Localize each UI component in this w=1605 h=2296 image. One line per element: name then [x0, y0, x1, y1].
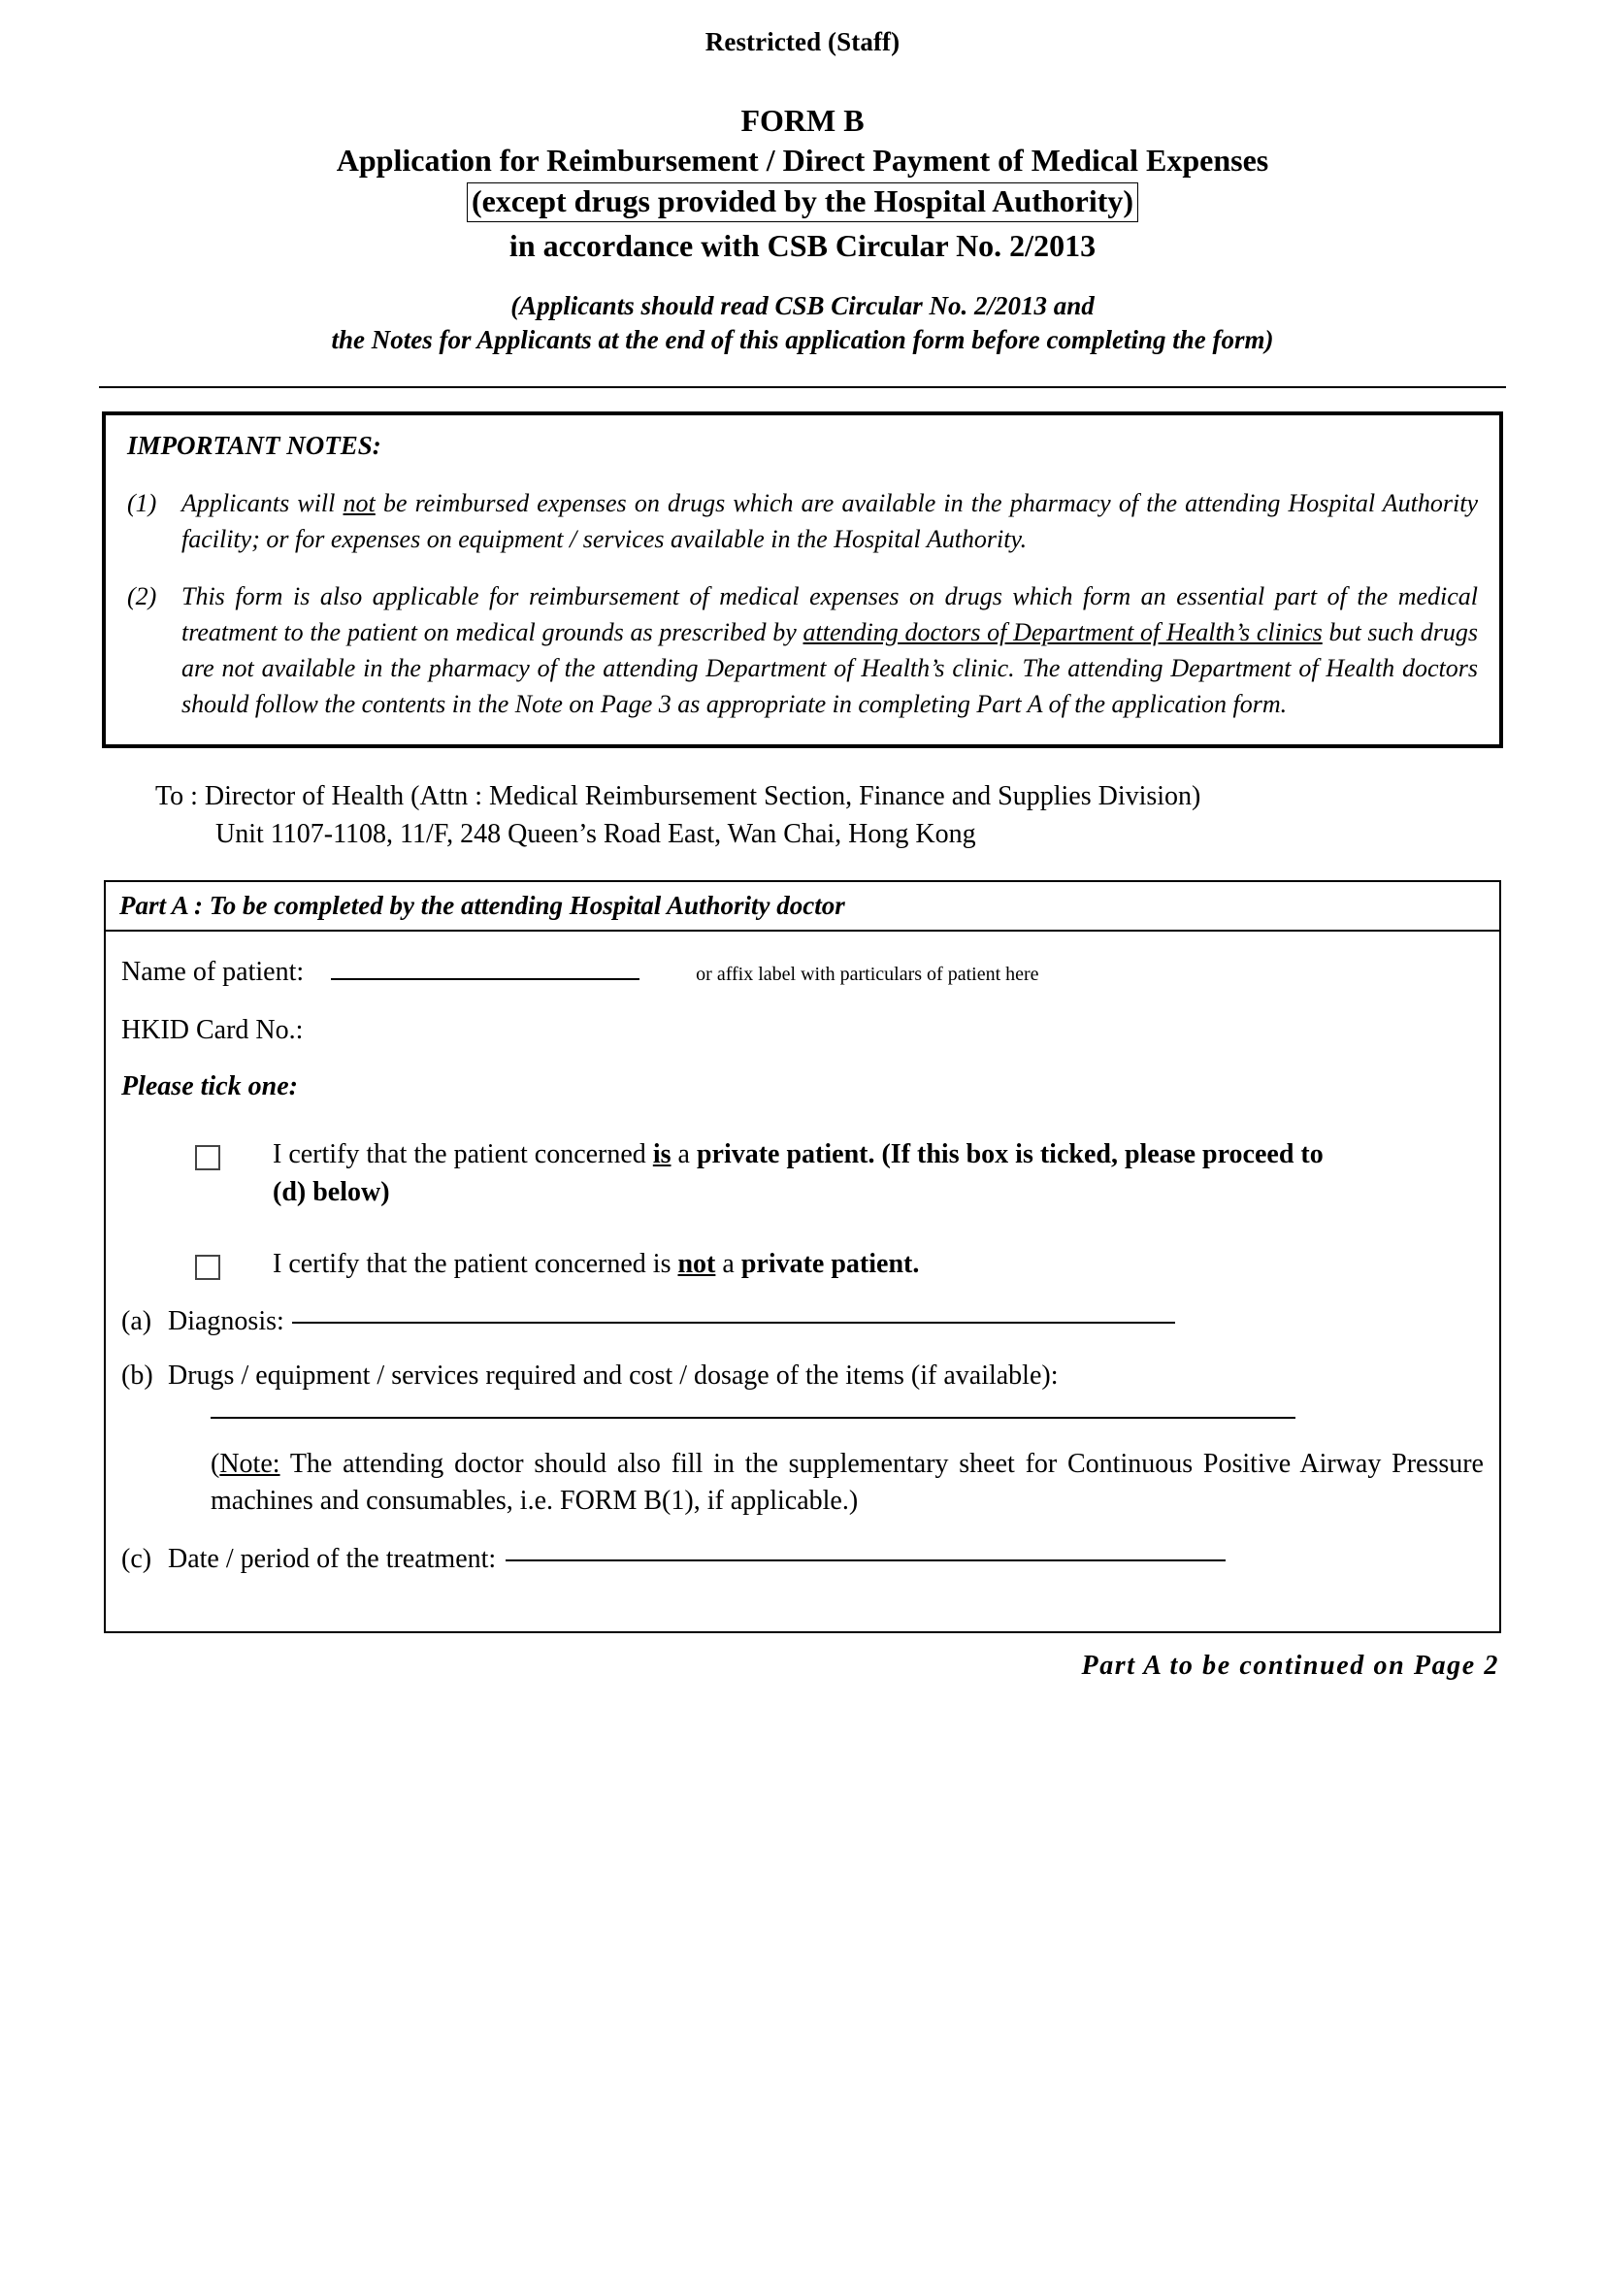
addressee-line-1: To : Director of Health (Attn : Medical Reimbursement Section, Finance and Supplies Division): [155, 780, 1201, 811]
item-diagnosis-text: Diagnosis:: [168, 1305, 284, 1336]
item-date-period-label: (c): [121, 1544, 152, 1575]
note-text-underlined: attending doctors of Department of Health’s clinics: [802, 618, 1323, 647]
patient-name-label: Name of patient:: [121, 957, 305, 988]
note-text-after: but such drugs are not available in the pharmacy of the attending Department of Health’s clinic. The attending Department of Health doctors should follow the contents in the Note on Page 3 as appropriate in completing Part A of the application form.: [181, 618, 1478, 718]
item-drugs: [121, 1361, 1484, 1521]
addressee-block: [155, 777, 1605, 853]
cpap-note-underlined: Note:: [219, 1448, 280, 1479]
cpap-note-text: The attending doctor should also fill in the supplementary sheet for Continuous Positive Airway Pressure machines and consumables, i.e. FORM B(1), if applicable.): [211, 1448, 1484, 1517]
cb1-bold-tail: private patient. (If this box is ticked, please proceed to (d) below): [273, 1139, 1324, 1208]
affix-label-note: or affix label with particulars of patient here: [696, 964, 1039, 986]
part-a-header: Part A : To be completed by the attending Hospital Authority doctor: [106, 882, 1499, 932]
item-drugs-input[interactable]: [211, 1417, 1295, 1419]
important-note-number: (1): [127, 489, 157, 518]
checkbox-not-private-label: [273, 1245, 1359, 1283]
important-note-number: (2): [127, 582, 157, 611]
part-a-body: [106, 932, 1499, 1631]
part-a-section: [104, 880, 1501, 1633]
hkid-row: [121, 1015, 1484, 1046]
item-drugs-body: [168, 1361, 1484, 1521]
note-text-after: be reimbursed expenses on drugs which are available in the pharmacy of the attending Hospital Authority facility; or for expenses on equipment / services available in the Hospital Authority.: [181, 489, 1478, 554]
form-title-line-3: in accordance with CSB Circular No. 2/2013: [508, 228, 1097, 264]
cb2-text-after: a: [715, 1248, 741, 1279]
note-text-before: Applicants will: [181, 489, 344, 518]
tick-instruction: Please tick one:: [121, 1071, 298, 1102]
form-subtitle-line-2: the Notes for Applicants at the end of this application form before completing the form): [331, 325, 1274, 355]
addressee-line-2: Unit 1107-1108, 11/F, 248 Queen’s Road East, Wan Chai, Hong Kong: [215, 819, 976, 850]
cb2-underlined: not: [677, 1248, 716, 1279]
form-subtitle-line-1: (Applicants should read CSB Circular No. 2/2013 and: [510, 291, 1095, 321]
cpap-note-prefix: (: [211, 1448, 220, 1479]
form-title-boxed-wrap: [0, 182, 1605, 222]
classification-label: Restricted (Staff): [704, 27, 901, 56]
checkbox-is-private-label: [273, 1135, 1359, 1211]
cb1-text-before: I certify that the patient concerned: [273, 1139, 653, 1170]
form-title-boxed: (except drugs provided by the Hospital Authority): [467, 182, 1138, 222]
item-drugs-label: (b): [121, 1360, 153, 1391]
cb2-bold-tail: private patient.: [740, 1248, 920, 1279]
important-note-item: [127, 579, 1478, 723]
cb2-text-before: I certify that the patient concerned is: [273, 1248, 678, 1279]
cb1-underlined: is: [652, 1139, 671, 1170]
cb1-text-after: a: [671, 1139, 697, 1170]
patient-name-row: [121, 957, 1484, 988]
note-text-underlined: not: [343, 489, 376, 518]
checkbox-is-private-patient[interactable]: [195, 1145, 220, 1170]
important-notes-heading: IMPORTANT NOTES:: [127, 431, 381, 461]
certify-not-private-row[interactable]: [121, 1245, 1484, 1283]
item-date-period-input[interactable]: [506, 1559, 1226, 1561]
certify-private-row[interactable]: [121, 1135, 1484, 1211]
page-continuation-footer: Part A to be continued on Page 2: [1081, 1651, 1499, 1682]
form-code: FORM B: [740, 103, 865, 138]
patient-name-input[interactable]: [331, 978, 639, 980]
checkbox-not-private-patient[interactable]: [195, 1255, 220, 1280]
important-notes-box: [102, 411, 1503, 747]
item-date-period-body: [168, 1544, 1484, 1575]
header-divider: [99, 386, 1506, 388]
form-title-line-1: Application for Reimbursement / Direct Payment of Medical Expenses: [336, 143, 1269, 179]
item-diagnosis-input[interactable]: [292, 1322, 1175, 1324]
hkid-label: HKID Card No.:: [121, 1015, 304, 1046]
item-drugs-text: Drugs / equipment / services required and cost / dosage of the items (if available):: [168, 1360, 1059, 1391]
item-diagnosis-label: (a): [121, 1305, 152, 1336]
important-note-item: [127, 486, 1478, 558]
item-diagnosis: [121, 1306, 1484, 1337]
cpap-note-paragraph: [211, 1446, 1484, 1521]
document-page: [0, 27, 1605, 2296]
important-note-text: [181, 579, 1478, 723]
item-date-period: [121, 1544, 1484, 1575]
important-note-text: [181, 486, 1478, 558]
form-subtitle: [0, 289, 1605, 357]
item-diagnosis-body: [168, 1306, 1484, 1337]
note-text-before: This form is also applicable for reimbursement of medical expenses on drugs which form an essential part of the medical treatment to the patient on medical grounds as prescribed by: [181, 582, 1478, 647]
item-date-period-text: Date / period of the treatment:: [168, 1544, 497, 1575]
